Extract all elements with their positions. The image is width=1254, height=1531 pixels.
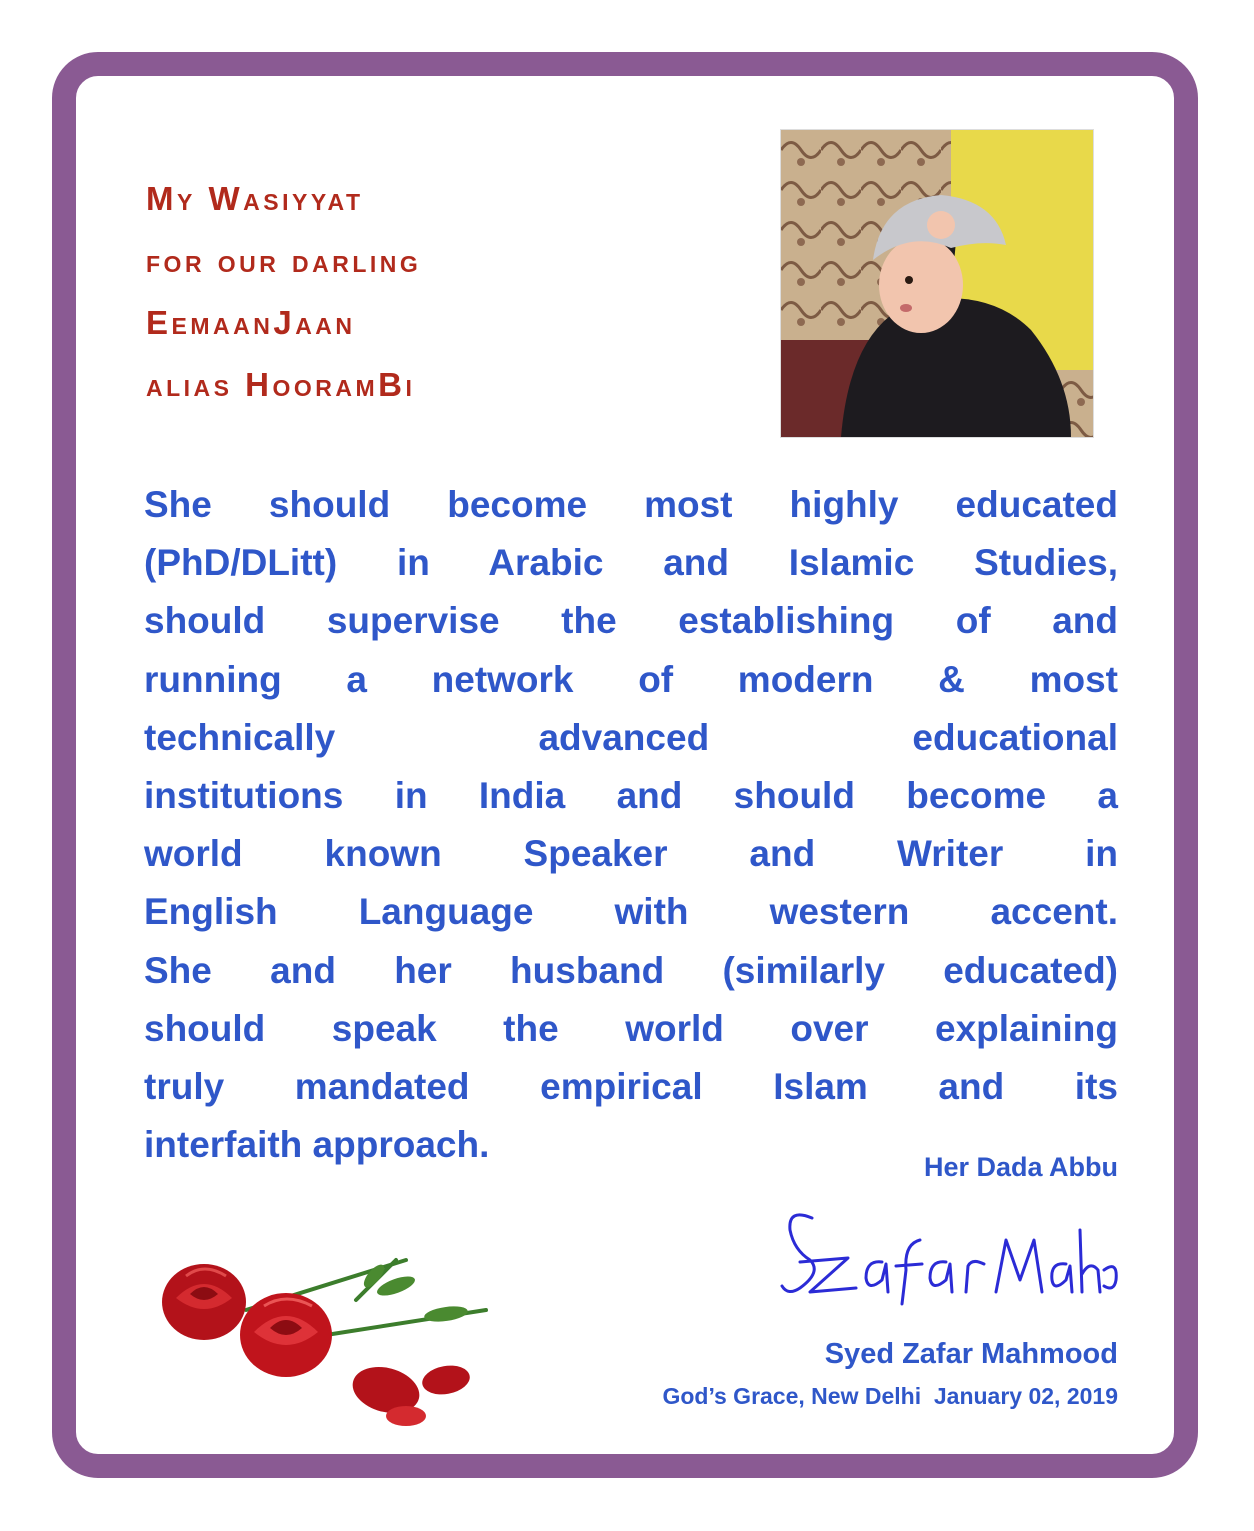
child-photo-illustration (781, 130, 1093, 437)
signer-name: Syed Zafar Mahmood (824, 1338, 1118, 1370)
body-line: technically advanced educational (144, 716, 1118, 758)
roses-decoration (156, 1240, 496, 1430)
body-line: should supervise the establishing of and (144, 600, 1118, 642)
title-line: My Wasiyyat (146, 180, 364, 217)
body-line: She and her husband (similarly educated) (144, 949, 1118, 991)
body-line: running a network of modern & most (144, 658, 1118, 700)
body-line: (PhD/DLitt) in Arabic and Islamic Studies, (144, 542, 1118, 584)
place-date: God’s Grace, New Delhi January 02, 2019 (662, 1383, 1118, 1409)
body-line: English Language with western accent. (144, 891, 1118, 933)
handwritten-signature (770, 1200, 1120, 1310)
body-line: institutions in India and should become a (144, 775, 1118, 817)
page-title (146, 168, 421, 416)
closing-relation: Her Dada Abbu (923, 1152, 1118, 1182)
rose-right (240, 1293, 332, 1377)
title-line: alias HooramBi (146, 366, 416, 403)
wasiyyat-body (144, 476, 1118, 1174)
body-line: truly mandated empirical Islam and its (144, 1066, 1118, 1108)
body-line: interfaith approach. (144, 1124, 490, 1166)
body-line: should speak the world over explaining (144, 1007, 1118, 1049)
rose-left (162, 1264, 246, 1340)
title-line: EemaanJaan (146, 304, 356, 341)
body-line: She should become most highly educated (144, 484, 1118, 525)
child-photo (780, 129, 1094, 438)
body-line: world known Speaker and Writer in (144, 833, 1118, 875)
title-line: for our darling (146, 242, 422, 279)
